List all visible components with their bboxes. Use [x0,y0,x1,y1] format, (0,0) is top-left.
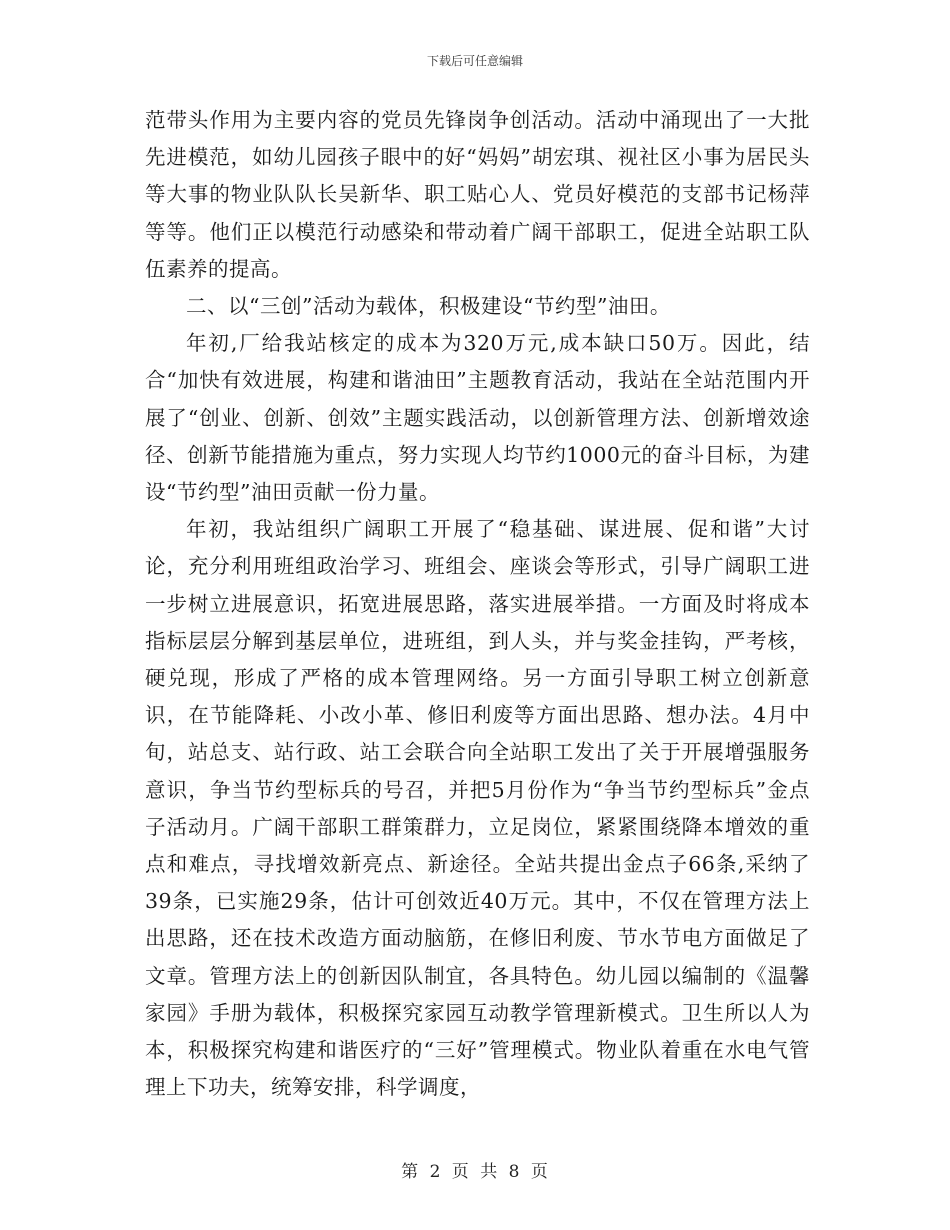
paragraph-3: 年初,厂给我站核定的成本为320万元,成本缺口50万。因此，结合“加快有效进展，构建和谐油田”主题教育活动，我站在全站范围内开展了“创业、创新、创效”主题实践活动，以创新管理方法、创新增效途径、创新节能措施为重点，努力实现人均节约1000元的奋斗目标，为建设“节约型”油田贡献一份力量。 [145,331,810,505]
paragraph-1: 范带头作用为主要内容的党员先锋岗争创活动。活动中涌现出了一大批先进模范，如幼儿园孩子眼中的好“妈妈”胡宏琪、视社区小事为居民头等大事的物业队队长吴新华、职工贴心人、党员好模范的支部书记杨萍等等。他们正以模范行动感染和带动着广阔干部职工，促进全站职工队伍素养的提高。 [145,108,810,281]
document-body [145,102,810,1106]
paragraph-4: 年初，我站组织广阔职工开展了“稳基础、谋进展、促和谐”大讨论，充分利用班组政治学习、班组会、座谈会等形式，引导广阔职工进一步树立进展意识，拓宽进展思路，落实进展举措。一方面及时将成本指标层层分解到基层单位，进班组，到人头，并与奖金挂钩，严考核，硬兑现，形成了严格的成本管理网络。另一方面引导职工树立创新意识，在节能降耗、小改小革、修旧利废等方面出思路、想办法。4月中旬，站总支、站行政、站工会联合向全站职工发出了关于开展增强服务意识，争当节约型标兵的号召，并把5月份作为“争当节约型标兵”金点子活动月。广阔干部职工群策群力，立足岗位，紧紧围绕降本增效的重点和难点，寻找增效新亮点、新途径。全站共提出金点子66条,采纳了39条，已实施29条，估计可创效近40万元。其中，不仅在管理方法上出思路，还在技术改造方面动脑筋，在修旧利废、节水节电方面做足了文章。管理方法上的创新因队制宜，各具特色。幼儿园以编制的《温馨家园》手册为载体，积极探究家园互动教学管理新模式。卫生所以人为本，积极探究构建和谐医疗的“三好”管理模式。物业队着重在水电气管理上下功夫，统筹安排，科学调度， [145,517,810,1100]
page-header: 下载后可任意编辑 [426,54,523,68]
paragraph-2-heading: 二、以“三创”活动为载体，积极建设“节约型”油田。 [186,294,671,319]
page-number-footer: 第 2 页 共 8 页 [401,1162,549,1182]
